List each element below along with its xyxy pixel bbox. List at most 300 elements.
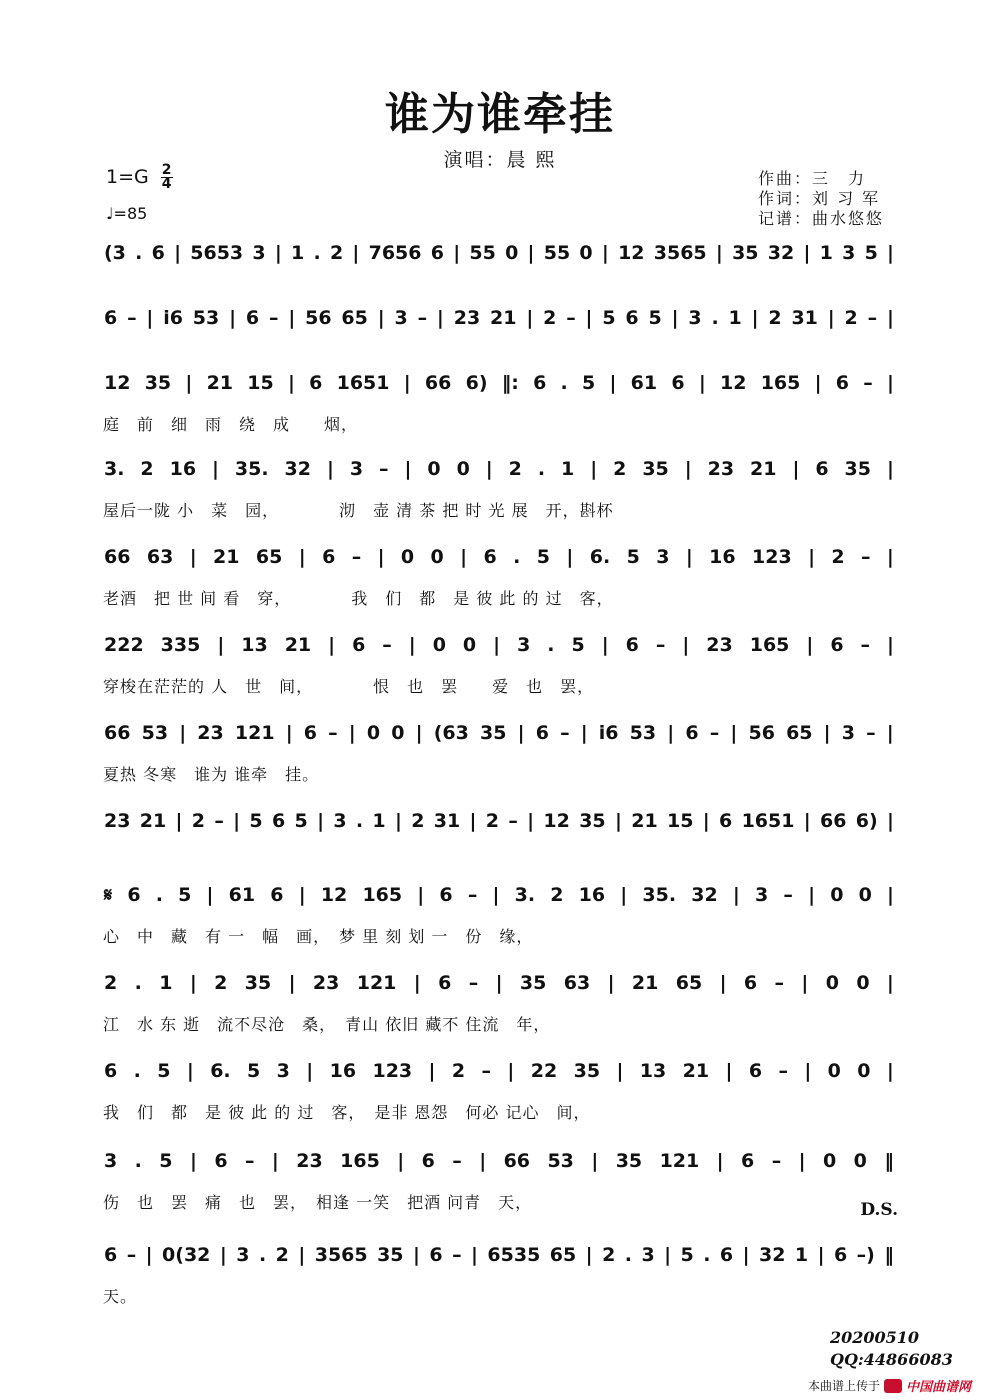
note-group: 3 <box>252 242 266 264</box>
note-group: 13 <box>639 1060 667 1082</box>
note-group: 1 <box>291 242 305 264</box>
barline: | <box>609 372 617 394</box>
lyric-line: 穿梭在茫茫的 人 世 间， 恨 也 罢 爱 也 罢， <box>103 677 595 696</box>
lyric-line: 伤 也 罢 痛 也 罢， 相逢 一笑 把酒 问青 天， <box>103 1193 533 1212</box>
barline: | <box>725 1060 733 1082</box>
note-group: 32 <box>758 1244 786 1266</box>
note-group: 3 <box>276 1060 290 1082</box>
note-group: – <box>771 1150 782 1172</box>
tempo-marking: ♩=85 <box>106 204 148 223</box>
lyric-line: 天。 <box>103 1287 138 1306</box>
site-name: 中国曲谱网 <box>906 1380 972 1395</box>
notation-line <box>104 1150 894 1172</box>
note-group: 0 <box>505 242 519 264</box>
barline: ‖ <box>884 1244 894 1266</box>
note-group: 3 <box>517 634 531 656</box>
key-label: 1=G <box>106 166 149 188</box>
note-group: . <box>624 1244 632 1266</box>
note-group: 53 <box>629 722 657 744</box>
note-group: – <box>508 810 518 832</box>
time-signature-bottom: 4 <box>161 176 172 192</box>
note-group: 5 <box>249 810 263 832</box>
note-group: 6 <box>815 458 829 480</box>
barline: | <box>413 972 421 994</box>
note-group: 6 <box>104 1060 118 1082</box>
barline: | <box>174 242 182 264</box>
barline: | <box>803 242 811 264</box>
note-group: – <box>452 1244 462 1266</box>
notation-line <box>104 546 894 568</box>
barline: | <box>682 634 690 656</box>
note-group: 53 <box>192 307 220 329</box>
note-group: 1 <box>728 307 742 329</box>
note-group: . <box>355 810 364 832</box>
barline: | <box>453 242 461 264</box>
transcription-date: 20200510 <box>830 1328 920 1347</box>
note-group: 32 <box>284 458 311 480</box>
note-group: 0 <box>391 722 405 744</box>
note-group: 3 <box>333 810 347 832</box>
note-group: 2 <box>550 884 564 906</box>
note-group: 6 <box>483 546 497 568</box>
note-group: 5 <box>648 307 662 329</box>
note-group: 6 <box>421 1150 435 1172</box>
barline: | <box>827 307 835 329</box>
barline: | <box>715 242 723 264</box>
note-group: 56 <box>748 722 775 744</box>
note-group: – <box>709 722 720 744</box>
note-group: – <box>328 722 338 744</box>
note-group: 6 <box>151 242 165 264</box>
note-group: . <box>711 307 719 329</box>
note-group: 56 <box>305 307 332 329</box>
barline: | <box>233 810 241 832</box>
note-group: – <box>863 372 873 394</box>
note-group: 2 <box>411 810 425 832</box>
note-group: – <box>268 307 279 329</box>
note-group: 165 <box>760 372 801 394</box>
note-group: 6535 <box>487 1244 541 1266</box>
barline: | <box>614 810 622 832</box>
note-group: 13 <box>241 634 268 656</box>
note-group: 55 <box>543 242 571 264</box>
note-group: 6 <box>830 634 844 656</box>
barline: | <box>808 546 816 568</box>
barline: | <box>146 307 154 329</box>
note-group: 15 <box>666 810 694 832</box>
lyric-line: 夏热 冬寒 谁为 谁牵 挂。 <box>103 765 320 784</box>
note-group: 21 <box>750 458 777 480</box>
note-group: – <box>866 722 876 744</box>
note-group: 6 <box>671 372 685 394</box>
barline: | <box>412 1244 420 1266</box>
note-group: 6 <box>719 810 733 832</box>
note-group: 2 <box>543 307 557 329</box>
note-group: 165 <box>749 634 790 656</box>
note-group: 23 <box>706 634 733 656</box>
note-group: 3 <box>104 1150 118 1172</box>
note-group: 66 <box>104 722 131 744</box>
note-group: – <box>126 1244 137 1266</box>
note-group: 23 <box>312 972 340 994</box>
barline: | <box>287 372 295 394</box>
barline: | <box>288 307 296 329</box>
barline: | <box>471 1244 478 1266</box>
note-group: 121 <box>234 722 275 744</box>
note-group: 2 <box>831 546 845 568</box>
note-group: 6 <box>835 372 850 394</box>
barline: ‖: <box>501 372 519 394</box>
note-group: 5 <box>626 546 640 568</box>
note-group: 3 <box>641 1244 655 1266</box>
note-group: 6 <box>127 884 141 906</box>
note-group: 5 <box>294 810 308 832</box>
note-group: 5 <box>159 1150 173 1172</box>
barline: | <box>804 1060 812 1082</box>
note-group: 335 <box>160 634 201 656</box>
note-group: 0 <box>853 1150 867 1172</box>
note-group: . <box>135 242 143 264</box>
barline: | <box>730 722 738 744</box>
note-group: 2 <box>451 1060 466 1082</box>
note-group: 6 <box>685 722 699 744</box>
note-group: 2 <box>613 458 627 480</box>
note-group: 5 <box>864 242 878 264</box>
lyric-line: 江 水 东 逝 流不尽沧 桑， 青山 依旧 藏不 住流 年， <box>103 1015 551 1034</box>
note-group: 2 <box>508 458 522 480</box>
barline: | <box>808 884 816 906</box>
note-group: 1 <box>372 810 386 832</box>
note-group: . <box>547 634 555 656</box>
note-group: 65 <box>786 722 813 744</box>
barline: | <box>377 546 385 568</box>
barline: | <box>823 722 831 744</box>
note-group: 31 <box>791 307 818 329</box>
site-logo-icon <box>884 1379 902 1393</box>
barline: | <box>601 242 609 264</box>
barline: | <box>206 884 214 906</box>
note-group: 6 <box>322 546 336 568</box>
lyric-line: 老酒 把 世 间 看 穿， 我 们 都 是 彼 此 的 过 客， <box>103 589 614 608</box>
barline: | <box>175 810 183 832</box>
note-group: (3 <box>104 242 126 264</box>
note-group: . <box>537 458 546 480</box>
notation-line <box>104 972 894 994</box>
note-group: 6 <box>625 307 639 329</box>
barline: | <box>460 546 468 568</box>
barline: | <box>479 1150 487 1172</box>
note-group: (63 <box>433 722 469 744</box>
barline: | <box>298 1244 306 1266</box>
note-group: 0 <box>830 884 844 906</box>
note-group: – <box>778 1060 788 1082</box>
note-group: 3 <box>656 546 670 568</box>
barline: | <box>585 307 593 329</box>
barline: | <box>591 1150 599 1172</box>
barline: | <box>288 972 296 994</box>
note-group: 2 <box>214 972 228 994</box>
note-group: 2 <box>602 1244 616 1266</box>
notation-line <box>104 242 894 264</box>
note-group: 6) <box>465 372 488 394</box>
note-group: 16 <box>329 1060 357 1082</box>
composer-credit: 作曲：三 力 <box>758 169 867 188</box>
barline: | <box>189 972 197 994</box>
barline: | <box>684 458 692 480</box>
note-group: 6 <box>719 1244 734 1266</box>
barline: | <box>886 458 894 480</box>
note-group: 6 <box>104 1244 118 1266</box>
note-group: 6 <box>214 1150 228 1172</box>
note-group: 5 <box>582 372 596 394</box>
note-group: 2 <box>844 307 858 329</box>
note-group: – <box>774 972 784 994</box>
barline: | <box>698 372 706 394</box>
barline: | <box>886 972 894 994</box>
barline: | <box>189 1150 197 1172</box>
note-group: – <box>867 307 878 329</box>
note-group: 6 <box>741 1150 755 1172</box>
note-group: . <box>703 1244 711 1266</box>
note-group: 35 <box>579 810 606 832</box>
barline: | <box>886 722 894 744</box>
note-group: 6 <box>104 307 118 329</box>
note-group: 6 <box>535 722 549 744</box>
note-group: 5 <box>157 1060 171 1082</box>
barline: | <box>667 722 675 744</box>
note-group: 6 <box>833 1244 848 1266</box>
barline: | <box>798 1150 806 1172</box>
note-group: 6) <box>855 810 878 832</box>
note-group: 1 <box>159 972 173 994</box>
note-group: – <box>382 634 392 656</box>
note-group: 1651 <box>336 372 390 394</box>
note-group: . <box>513 546 521 568</box>
note-group: 53 <box>547 1150 574 1172</box>
lyricist-credit: 作词：刘 习 军 <box>758 189 881 208</box>
note-group: – <box>861 546 871 568</box>
note-group: 165 <box>362 884 403 906</box>
barline: | <box>803 810 811 832</box>
note-group: 3. <box>514 884 536 906</box>
note-group: 35 <box>480 722 507 744</box>
note-group: – <box>127 307 137 329</box>
note-group: 16 <box>709 546 736 568</box>
note-group: 0 <box>430 546 444 568</box>
note-group: 6 <box>439 884 453 906</box>
note-group: 5 <box>247 1060 261 1082</box>
note-group: 3 <box>842 242 856 264</box>
note-group: – <box>244 1150 255 1172</box>
note-group: 65 <box>255 546 283 568</box>
barline: | <box>751 307 759 329</box>
barline: | <box>664 1244 672 1266</box>
barline: | <box>408 634 416 656</box>
barline: | <box>145 1244 153 1266</box>
lyric-line: 我 们 都 是 彼 此 的 过 客， 是非 恩怨 何必 记心 间， <box>103 1103 591 1122</box>
notation-line <box>104 458 894 480</box>
note-group: 35 <box>615 1150 643 1172</box>
note-group: 23 <box>707 458 735 480</box>
note-group: 5 <box>178 884 192 906</box>
note-group: 123 <box>752 546 792 568</box>
note-group: 5653 <box>190 242 244 264</box>
note-group: 66 <box>424 372 452 394</box>
barline: | <box>887 242 894 264</box>
note-group: 3 <box>394 307 408 329</box>
barline: | <box>469 810 477 832</box>
notation-line <box>104 884 894 906</box>
barline: | <box>526 307 534 329</box>
barline: | <box>616 1060 624 1082</box>
barline: | <box>887 634 894 656</box>
note-group: 35 <box>844 458 871 480</box>
note-group: 6 <box>352 634 366 656</box>
note-group: 6 <box>438 972 452 994</box>
note-group: 12 <box>320 884 348 906</box>
note-group: 12 <box>104 372 131 394</box>
note-group: – <box>560 722 570 744</box>
note-group: – <box>481 1060 492 1082</box>
note-group: 5 <box>602 307 616 329</box>
note-group: – <box>468 972 479 994</box>
note-group: 21 <box>631 810 658 832</box>
barline: | <box>566 546 574 568</box>
note-group: 0 <box>579 242 593 264</box>
barline: | <box>352 242 360 264</box>
note-group: 6 <box>743 972 758 994</box>
note-group: 0 <box>432 634 446 656</box>
note-group: 6 <box>271 810 286 832</box>
barline: | <box>590 458 598 480</box>
note-group: 3 <box>688 307 702 329</box>
note-group: 0 <box>825 972 839 994</box>
note-group: . <box>133 1060 141 1082</box>
note-group: 15 <box>247 372 274 394</box>
barline: | <box>527 242 535 264</box>
note-group: 3565 <box>314 1244 368 1266</box>
note-group: 6. <box>589 546 611 568</box>
note-group: 21 <box>139 810 167 832</box>
note-group: 21 <box>213 546 240 568</box>
note-group: 35 <box>377 1244 404 1266</box>
note-group: 12 <box>618 242 645 264</box>
barline: | <box>186 1060 194 1082</box>
note-group: 0 <box>856 972 870 994</box>
note-group: 2 <box>485 810 500 832</box>
lyric-line: 心 中 藏 有 一 幅 画， 梦 里 刻 划 一 份 缘， <box>103 927 534 946</box>
note-group: 65 <box>341 307 368 329</box>
barline: | <box>415 722 423 744</box>
note-group: 2 <box>191 810 206 832</box>
barline: | <box>620 884 628 906</box>
note-group: 53 <box>141 722 169 744</box>
barline: | <box>394 810 402 832</box>
barline: | <box>306 1060 314 1082</box>
barline: | <box>817 1244 825 1266</box>
note-group: 3. <box>104 458 125 480</box>
transcriber-credit: 记谱：曲水悠悠 <box>758 209 885 228</box>
note-group: 66 <box>104 546 131 568</box>
note-group: 0 <box>462 634 477 656</box>
note-group: . <box>134 1150 142 1172</box>
note-group: 66 <box>820 810 847 832</box>
barline: | <box>485 458 493 480</box>
note-group: 6 <box>245 307 260 329</box>
notation-line <box>104 722 894 744</box>
notation-line <box>104 307 894 329</box>
note-group: 32 <box>691 884 718 906</box>
barline: | <box>814 372 822 394</box>
barline: | <box>326 458 334 480</box>
ds-mark: D.S. <box>860 1200 898 1220</box>
note-group: 5 <box>571 634 585 656</box>
note-group: 2 <box>275 1244 289 1266</box>
note-group: 222 <box>104 634 144 656</box>
note-group: 21 <box>490 307 517 329</box>
note-group: 6 <box>303 722 318 744</box>
note-group: 1 <box>819 242 833 264</box>
notation-line <box>104 1060 894 1082</box>
note-group: 35 <box>642 458 669 480</box>
barline: | <box>285 722 293 744</box>
barline: | <box>348 722 356 744</box>
note-group: – <box>783 884 793 906</box>
barline: | <box>527 810 535 832</box>
note-group: 21 <box>631 972 659 994</box>
note-group: 6 <box>429 1244 443 1266</box>
barline: | <box>492 884 500 906</box>
note-group: 121 <box>659 1150 700 1172</box>
note-group: i6 <box>598 722 619 744</box>
note-group: 22 <box>530 1060 558 1082</box>
note-group: 0(32 <box>162 1244 211 1266</box>
note-group: 16 <box>169 458 197 480</box>
barline: | <box>806 634 814 656</box>
note-group: 165 <box>340 1150 380 1172</box>
note-group: 0 <box>823 1150 837 1172</box>
note-group: 6 <box>309 372 323 394</box>
note-group: – <box>655 634 666 656</box>
note-group: 35. <box>642 884 677 906</box>
note-group: 61 <box>630 372 658 394</box>
note-group: 0 <box>400 546 415 568</box>
note-group: 21 <box>682 1060 710 1082</box>
note-group: 7656 <box>368 242 422 264</box>
note-group: 0 <box>858 884 872 906</box>
note-group: 3565 <box>653 242 707 264</box>
barline: | <box>580 722 588 744</box>
barline: | <box>719 972 727 994</box>
note-group: 21 <box>284 634 312 656</box>
note-group: – <box>351 546 362 568</box>
note-group: . <box>155 884 163 906</box>
note-group: 63 <box>146 546 174 568</box>
lyric-line: 屋后一陇 小 菜 园， 沏 壶 清 茶 把 时 光 展 开，斟杯 <box>103 501 614 520</box>
notation-line <box>104 1244 894 1266</box>
note-group: 65 <box>675 972 703 994</box>
note-group: 6 <box>748 1060 763 1082</box>
note-group: 1 <box>561 458 575 480</box>
note-group: 61 <box>228 884 256 906</box>
barline: | <box>179 722 187 744</box>
note-group: 66 <box>503 1150 531 1172</box>
notation-line <box>104 372 894 394</box>
barline: | <box>886 1060 894 1082</box>
note-group: 31 <box>433 810 461 832</box>
barline: | <box>274 242 282 264</box>
barline: | <box>685 546 693 568</box>
